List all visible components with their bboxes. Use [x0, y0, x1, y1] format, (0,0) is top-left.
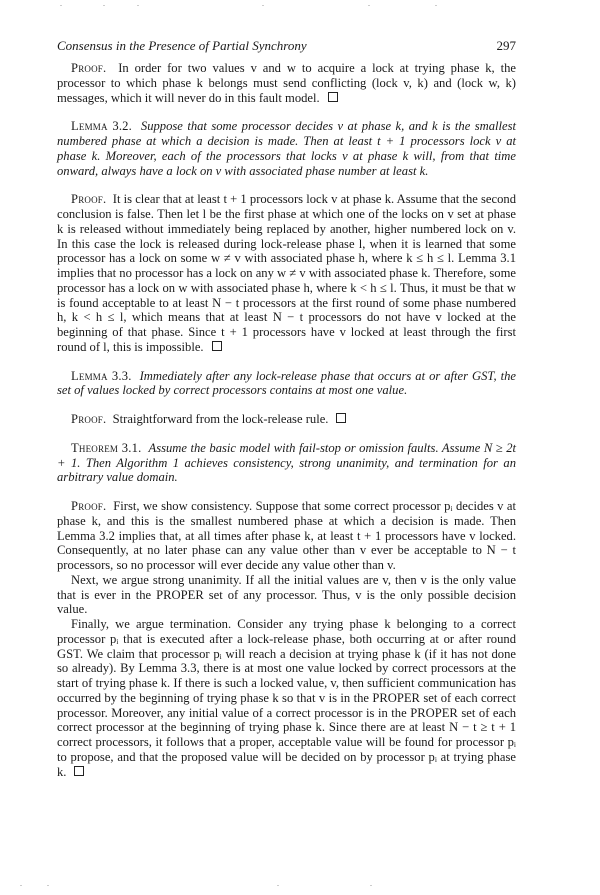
block-text: In order for two values v and w to acquire a lock at trying phase k, the processor to which phase k belongs must send conflicting (lock v, k) and (lock w, k) messages, which it will never do in this fault model. — [57, 61, 516, 105]
page-number: 297 — [496, 38, 516, 53]
block-text: Immediately after any lock-release phase that occurs at or after GST, the set of values locked by correct processors contains at most one value. — [57, 368, 517, 398]
block-label: Theorem 3.1. — [71, 440, 142, 455]
proof-theorem-3-1-consistency — [57, 499, 516, 573]
block-label: Proof. — [71, 192, 107, 207]
proof-lemma-3-2 — [57, 192, 516, 354]
paper-page — [57, 38, 516, 779]
qed-box-icon — [212, 341, 222, 351]
proof-theorem-3-1-unanimity — [57, 573, 516, 617]
block-text: Finally, we argue termination. Consider any trying phase k belonging to a correct processor pᵢ that is executed after a lock-release phase, both occurring at or after round GST. We claim that processor pᵢ will reach a decision at trying phase k (if it has not done so already). By Lemma 3.3, there is at most one value locked by correct processors at the start of trying phase k. If there is such a locked value, v, then sufficient communication has occurred by the beginning of trying phase k so that v is in the PROPER set of each correct processor. Moreover, any initial value of a correct processor is in the PROPER set of each correct processor at the beginning of trying phase k. Since there are at least N − t ≥ t + 1 correct processors, it follows that a proper, acceptable value will be found for processor pᵢ to propose, and that the proposed value will be decided on by processor pᵢ at trying phase k. — [57, 617, 516, 779]
proof-theorem-3-1-termination — [57, 617, 516, 779]
proof-lemma-3-1 — [57, 61, 516, 105]
theorem-3-1 — [57, 441, 516, 485]
block-label: Proof. — [71, 412, 107, 426]
block-text: First, we show consistency. Suppose that some correct processor pᵢ decides v at phase k, and this is the smallest numbered phase at which a decision is made. Then Lemma 3.2 implies that, at all times after phase k, at least t + 1 processors have v locked. Consequently, at no later phase can any value other than v ever be acceptable to N − t processors, so no processor will ever decide any value other than v. — [57, 499, 517, 572]
lemma-3-2 — [57, 119, 516, 178]
running-title: Consensus in the Presence of Partial Synchrony — [57, 38, 307, 53]
scan-artifacts-top — [0, 5, 600, 9]
qed-box-icon — [74, 766, 84, 776]
block-text: Next, we argue strong unanimity. If all the initial values are v, then v is the only value that is ever in the PROPER set of any processor. Thus, v is the only possible decision value. — [57, 572, 516, 617]
qed-box-icon — [328, 92, 338, 102]
qed-box-icon — [336, 413, 346, 423]
block-label: Lemma 3.2. — [71, 119, 133, 134]
proof-lemma-3-3 — [57, 412, 516, 427]
lemma-3-3 — [57, 369, 516, 399]
scan-artifacts-bottom — [0, 885, 600, 889]
block-label: Lemma 3.3. — [71, 368, 132, 383]
block-label: Proof. — [71, 61, 107, 75]
running-header — [57, 38, 516, 54]
block-text: Assume the basic model with fail-stop or omission faults. Assume N ≥ 2t + 1. Then Algorithm 1 achieves consistency, strong unanimity, and termination for an arbitrary value domain. — [57, 440, 516, 485]
block-label: Proof. — [71, 499, 107, 513]
block-text: It is clear that at least t + 1 processors lock v at phase k. Assume that the second conclusion is false. Then let l be the first phase at which one of the locks on v set at phase k is released without immediately being replaced by another, higher numbered lock on v. In this case the lock is released during lock-release phase l, when it is learned that some processor has a lock on some w ≠ v with associated phase h, where k ≤ h ≤ l. Lemma 3.1 implies that no processor has a lock on any w ≠ v with associated phase k. Therefore, some processor has a lock on w with associated phase h, where k < h ≤ l. Thus, it must be that w is found acceptable to at least N − t processors at the first round of some phase numbered h, k < h ≤ l, which means that at least N − t processors do not have v locked at the beginning of that phase. Since t + 1 processors have v locked at least through the first round of l, this is impossible. — [57, 192, 517, 354]
block-text: Suppose that some processor decides v at phase k, and k is the smallest numbered phase at which a decision is made. Then at least t + 1 processors lock v at phase k. Moreover, each of the processors that locks v at phase k will, from that time onward, always have a lock on v with associated phase number at least k. — [57, 119, 517, 178]
block-text: Straightforward from the lock-release rule. — [112, 412, 329, 426]
